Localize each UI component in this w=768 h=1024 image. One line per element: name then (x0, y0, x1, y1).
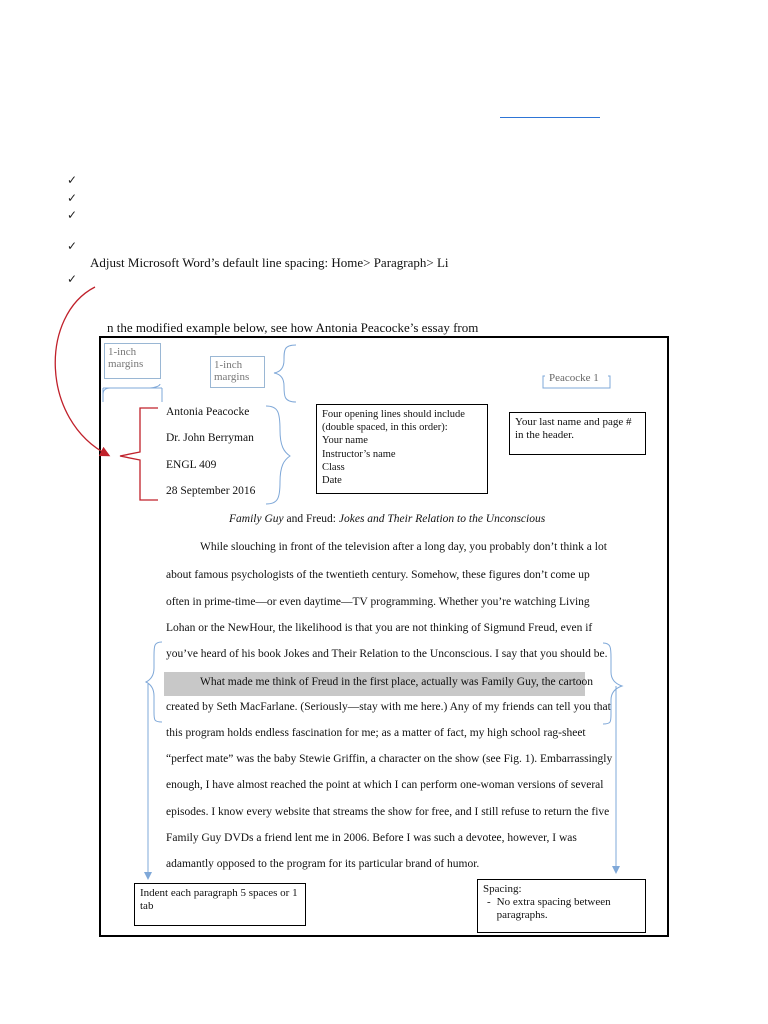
checkmark-icon: ✓ (67, 239, 78, 253)
checkmark-icon: ✓ (67, 208, 78, 222)
margin-bracket-center (274, 345, 296, 402)
checkmark-icon: ✓ (67, 191, 78, 205)
paragraph-line: episodes. I know every website that streams the show for free, and I still refuse to return the five (166, 806, 610, 818)
header-page-number: Peacocke 1 (549, 372, 599, 384)
heading-instructor: Dr. John Berryman (166, 432, 254, 444)
paragraph-line: adamantly opposed to the program for its particular brand of humor. (166, 858, 480, 870)
margin-bracket-left (103, 384, 160, 401)
paragraph-bracket-right (603, 643, 622, 724)
line-spacing-instruction: Adjust Microsoft Word’s default line spacing: Home> Paragraph> Li (90, 255, 449, 270)
margin-label-center: 1-inch margins (210, 356, 265, 388)
checkmark-icon: ✓ (67, 173, 78, 187)
paragraph-line: often in prime-time—or even daytime—TV programming. Whether you’re watching Living (166, 596, 590, 608)
heading-date: 28 September 2016 (166, 485, 256, 497)
note-line: Date (322, 475, 342, 487)
indent-note: Indent each paragraph 5 spaces or 1 tab (134, 883, 306, 926)
modified-example-intro: n the modified example below, see how Antonia Peacocke’s essay from (107, 320, 479, 335)
title-show: Family Guy (229, 513, 284, 525)
title-book: Jokes and Their Relation to the Unconscious (338, 513, 546, 525)
note-line: Four opening lines should include (322, 409, 465, 420)
title-joiner: and Freud: (283, 513, 339, 525)
note-line: (double spaced, in this order): (322, 422, 448, 434)
paragraph-line: While slouching in front of the television after a long day, you probably don’t think a lot (200, 541, 607, 553)
header-note: Your last name and page # in the header. (509, 412, 646, 455)
red-bracket (120, 408, 158, 500)
paragraph-line: Family Guy DVDs a friend lent me in 2006. Before I was such a devotee, however, I was (166, 832, 577, 844)
heading-name: Antonia Peacocke (166, 406, 250, 418)
note-line: Your name (322, 435, 368, 447)
paragraph-line: created by Seth MacFarlane. (Seriously—stay with me here.) Any of my friends can tell you that (166, 701, 611, 713)
red-curve-arrow (55, 287, 108, 455)
paragraph-line: about famous psychologists of the twentieth century. Somehow, these figures don’t come up (166, 569, 590, 581)
heading-class: ENGL 409 (166, 459, 217, 471)
paragraph-line: you’ve heard of his book Jokes and Their Relation to the Unconscious. I say that you should be. (166, 648, 608, 660)
paragraph-line: What made me think of Freud in the first place, actually was Family Guy, the cartoon (200, 676, 594, 688)
spacing-note-text: No extra spacing between paragraphs. (496, 896, 611, 921)
dash-bullet-icon: - (487, 896, 491, 908)
paragraph-line: Lohan or the NewHour, the likelihood is that you are not thinking of Sigmund Freud, even if (166, 622, 593, 634)
header-bracket (543, 376, 610, 388)
margin-label-left: 1-inch margins (104, 343, 161, 379)
spacing-note-title: Spacing: (483, 883, 522, 895)
paragraph-line: enough, I have almost reached the point at which I can perform one-woman versions of several (166, 779, 604, 791)
note-line: Class (322, 461, 345, 473)
paragraph-line: “perfect mate” was the baby Stewie Griffin, a character on the show (see Fig. 1). Embarrassingly (166, 753, 613, 765)
paragraph-line: this program holds endless fascination for me; as a matter of fact, my high school rag-sheet (166, 727, 586, 739)
note-line: Instructor’s name (322, 448, 396, 460)
checkmark-icon: ✓ (67, 272, 78, 286)
heading-bracket-right (266, 406, 290, 504)
